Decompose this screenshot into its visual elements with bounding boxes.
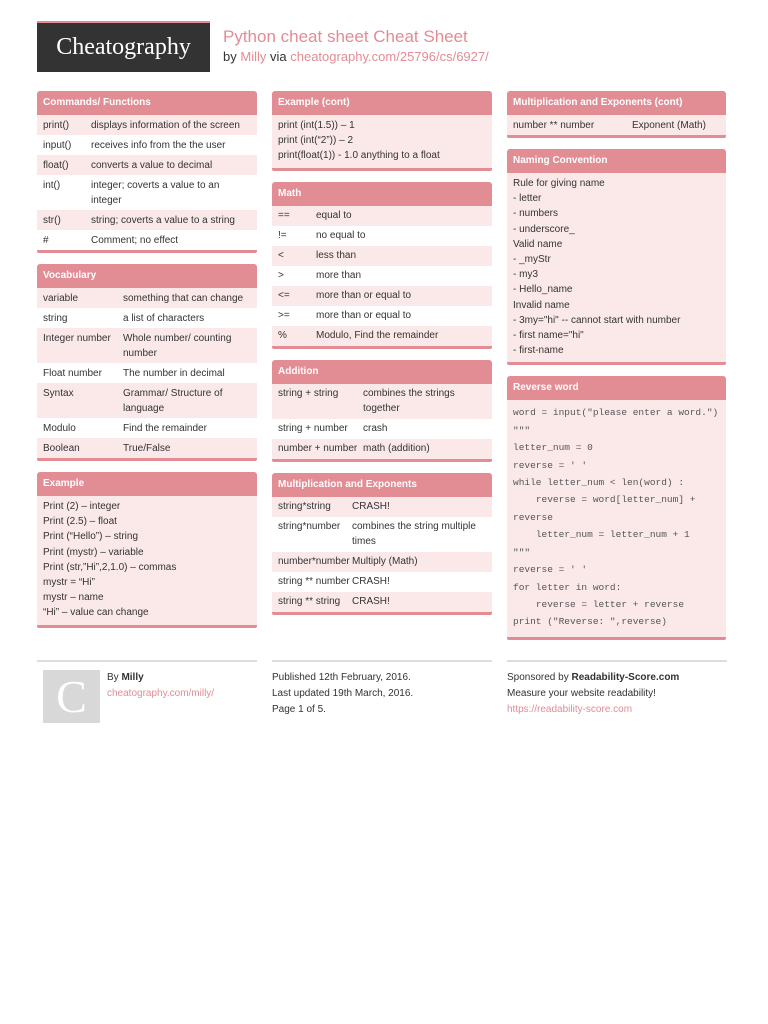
section-commands-functions [37, 91, 257, 253]
list-line: mystr = “Hi” [43, 577, 95, 589]
table-row [272, 384, 492, 419]
footer-sponsor [507, 660, 727, 718]
via-label: via [269, 49, 287, 64]
row-value: combines the strings together [363, 388, 455, 415]
row-value: The number in decimal [123, 367, 225, 379]
table-row [272, 439, 492, 459]
table-row [507, 115, 726, 135]
code-block: word = input("please enter a word.") """ letter_num = 0 reverse = ' ' while letter_num < len(word) : reverse = word[letter_num] + reverse letter_num = letter_num + 1 """ reverse = ' ' for letter in word: reverse = letter + reverse print ("Reverse: ",reverse) [507, 400, 726, 636]
row-key: number ** number [513, 119, 595, 131]
column-2 [272, 91, 492, 626]
section-table [272, 497, 492, 612]
sponsor-tagline: Measure your website readability! [507, 688, 656, 699]
list-line: Invalid name [513, 299, 570, 311]
row-key: > [278, 270, 284, 282]
table-row [37, 328, 257, 363]
row-key: Syntax [43, 387, 74, 399]
section-table [37, 115, 257, 250]
section-title: Reverse word [507, 376, 726, 400]
list-line: Print (2) – integer [43, 501, 121, 512]
section-title: Addition [272, 360, 492, 384]
row-value: Find the remainder [123, 422, 207, 434]
table-row [272, 552, 492, 572]
row-key: str() [43, 214, 61, 226]
row-key: number*number [278, 556, 350, 568]
table-row [37, 308, 257, 328]
row-key: Boolean [43, 442, 80, 454]
section-title: Vocabulary [37, 264, 257, 288]
row-key: float() [43, 159, 69, 171]
list-line: Print (mystr) – variable [43, 546, 144, 558]
row-value: equal to [316, 210, 352, 222]
section-list [37, 496, 257, 625]
column-3 [507, 91, 726, 651]
row-value: CRASH! [352, 501, 390, 513]
row-key: string*number [278, 521, 341, 533]
section-list [272, 115, 492, 168]
list-line: - first name="hi" [513, 330, 584, 342]
row-key: >= [278, 310, 290, 322]
row-value: math (addition) [363, 443, 430, 455]
section-title: Naming Convention [507, 149, 726, 173]
row-key: string + number [278, 423, 348, 435]
table-row [272, 419, 492, 439]
section-multiplication-and-exponents-cont [507, 91, 726, 138]
list-line: “Hi” – value can change [43, 607, 149, 619]
table-row [272, 286, 492, 306]
table-row [272, 266, 492, 286]
table-row [37, 135, 257, 155]
row-value: displays information of the screen [91, 119, 240, 131]
table-row [37, 155, 257, 175]
footer-by: By [107, 672, 119, 683]
row-key: == [278, 210, 290, 222]
list-line: Print (“Hello”) – string [43, 531, 139, 543]
list-line: - 3my="hi" -- cannot start with number [513, 314, 681, 326]
row-value: more than or equal to [316, 310, 412, 322]
row-key: string ** number [278, 576, 350, 588]
row-value: more than [316, 270, 362, 282]
published-date: Published 12th February, 2016. [272, 672, 411, 683]
list-line: - letter [513, 193, 542, 205]
section-table [272, 206, 492, 346]
table-row [37, 115, 257, 135]
row-value: Modulo, Find the remainder [316, 330, 439, 342]
row-key: Integer number [43, 332, 111, 344]
list-line: - _myStr [513, 254, 551, 266]
list-line: Rule for giving name [513, 178, 605, 189]
row-key: <= [278, 290, 290, 302]
table-row [272, 206, 492, 226]
list-line: Print (str,”Hi”,2,1.0) – commas [43, 561, 177, 573]
footer-author-link[interactable]: cheatography.com/milly/ [107, 688, 215, 699]
avatar: C [43, 670, 100, 723]
row-value: True/False [123, 442, 171, 454]
row-value: crash [363, 423, 388, 435]
section-title: Multiplication and Exponents [272, 473, 492, 497]
row-value: a list of characters [123, 312, 205, 324]
list-line: print(float(1)) - 1.0 anything to a float [278, 150, 440, 162]
by-label: by [223, 49, 237, 64]
footer-author [37, 660, 257, 730]
column-1 [37, 91, 257, 639]
row-value: integer; coverts a value to an integer [91, 179, 220, 206]
section-table [37, 288, 257, 458]
row-key: # [43, 234, 49, 246]
row-value: no equal to [316, 230, 366, 242]
section-list [507, 173, 726, 362]
list-line: print (int(1.5)) – 1 [278, 120, 355, 131]
row-key: != [278, 230, 287, 242]
row-key: % [278, 330, 287, 342]
table-row [37, 383, 257, 418]
row-value: Multiply (Math) [352, 556, 418, 568]
table-row [37, 230, 257, 250]
table-row [272, 592, 492, 612]
row-value: string; coverts a value to a string [91, 214, 235, 226]
row-key: int() [43, 179, 61, 191]
section-title: Multiplication and Exponents (cont) [507, 91, 726, 115]
table-row [37, 175, 257, 210]
row-value: receives info from the the user [91, 139, 226, 151]
updated-date: Last updated 19th March, 2016. [272, 688, 414, 699]
list-line: - numbers [513, 208, 559, 220]
byline [223, 49, 489, 64]
sheet-url-link[interactable]: cheatography.com/25796/cs/6927/ [290, 49, 489, 64]
table-row [272, 497, 492, 517]
section-example [37, 472, 257, 628]
row-key: variable [43, 292, 79, 304]
sponsor-link[interactable]: https://readability-score.com [507, 704, 633, 715]
section-naming-convention [507, 149, 726, 365]
list-line: mystr – name [43, 592, 104, 604]
section-addition [272, 360, 492, 462]
section-example-cont [272, 91, 492, 171]
author-link[interactable]: Milly [240, 49, 267, 64]
sponsor-name: Readability-Score.com [571, 672, 680, 683]
section-reverse-word [507, 376, 726, 639]
row-key: print() [43, 119, 70, 131]
row-value: Grammar/ Structure of language [123, 387, 223, 414]
list-line: - Hello_name [513, 284, 573, 296]
row-value: converts a value to decimal [91, 159, 213, 171]
section-title: Math [272, 182, 492, 206]
row-value: CRASH! [352, 596, 390, 608]
row-key: input() [43, 139, 72, 151]
section-table [272, 384, 492, 459]
table-row [37, 418, 257, 438]
list-line: Valid name [513, 238, 563, 250]
section-math [272, 182, 492, 349]
section-multiplication-and-exponents [272, 473, 492, 615]
row-value: more than or equal to [316, 290, 412, 302]
table-row [272, 246, 492, 266]
cheatography-logo[interactable]: Cheatography [37, 21, 210, 72]
table-row [272, 306, 492, 326]
section-title: Example [37, 472, 257, 496]
table-row [37, 363, 257, 383]
page-title: Python cheat sheet Cheat Sheet [223, 27, 468, 46]
row-value: Comment; no effect [91, 234, 179, 246]
row-value: combines the string multiple times [352, 521, 476, 548]
row-key: string [43, 312, 68, 324]
table-row [272, 572, 492, 592]
footer-author-name: Milly [121, 672, 144, 683]
section-title: Example (cont) [272, 91, 492, 115]
sponsor-prefix: Sponsored by [507, 672, 569, 683]
footer-dates [272, 660, 492, 718]
table-row [272, 517, 492, 552]
table-row [37, 288, 257, 308]
table-row [272, 226, 492, 246]
row-key: < [278, 250, 284, 262]
row-key: Modulo [43, 422, 76, 434]
row-value: less than [316, 250, 357, 262]
list-line: - my3 [513, 269, 538, 281]
row-value: something that can change [123, 292, 244, 304]
list-line: - underscore_ [513, 223, 575, 235]
page-number: Page 1 of 5. [272, 704, 326, 715]
row-key: string*string [278, 501, 331, 513]
table-row [37, 210, 257, 230]
table-row [272, 326, 492, 346]
section-table [507, 115, 726, 135]
row-key: Float number [43, 367, 102, 379]
row-key: number + number [278, 443, 358, 455]
section-vocabulary [37, 264, 257, 461]
row-value: CRASH! [352, 576, 390, 588]
table-row [37, 438, 257, 458]
row-key: string + string [278, 388, 339, 400]
row-value: Exponent (Math) [632, 119, 706, 131]
list-line: - first-name [513, 345, 564, 357]
row-value: Whole number/ counting number [123, 332, 232, 359]
list-line: Print (2.5) – float [43, 516, 117, 528]
section-title: Commands/ Functions [37, 91, 257, 115]
list-line: print (int(“2”)) – 2 [278, 135, 354, 147]
row-key: string ** string [278, 596, 341, 608]
